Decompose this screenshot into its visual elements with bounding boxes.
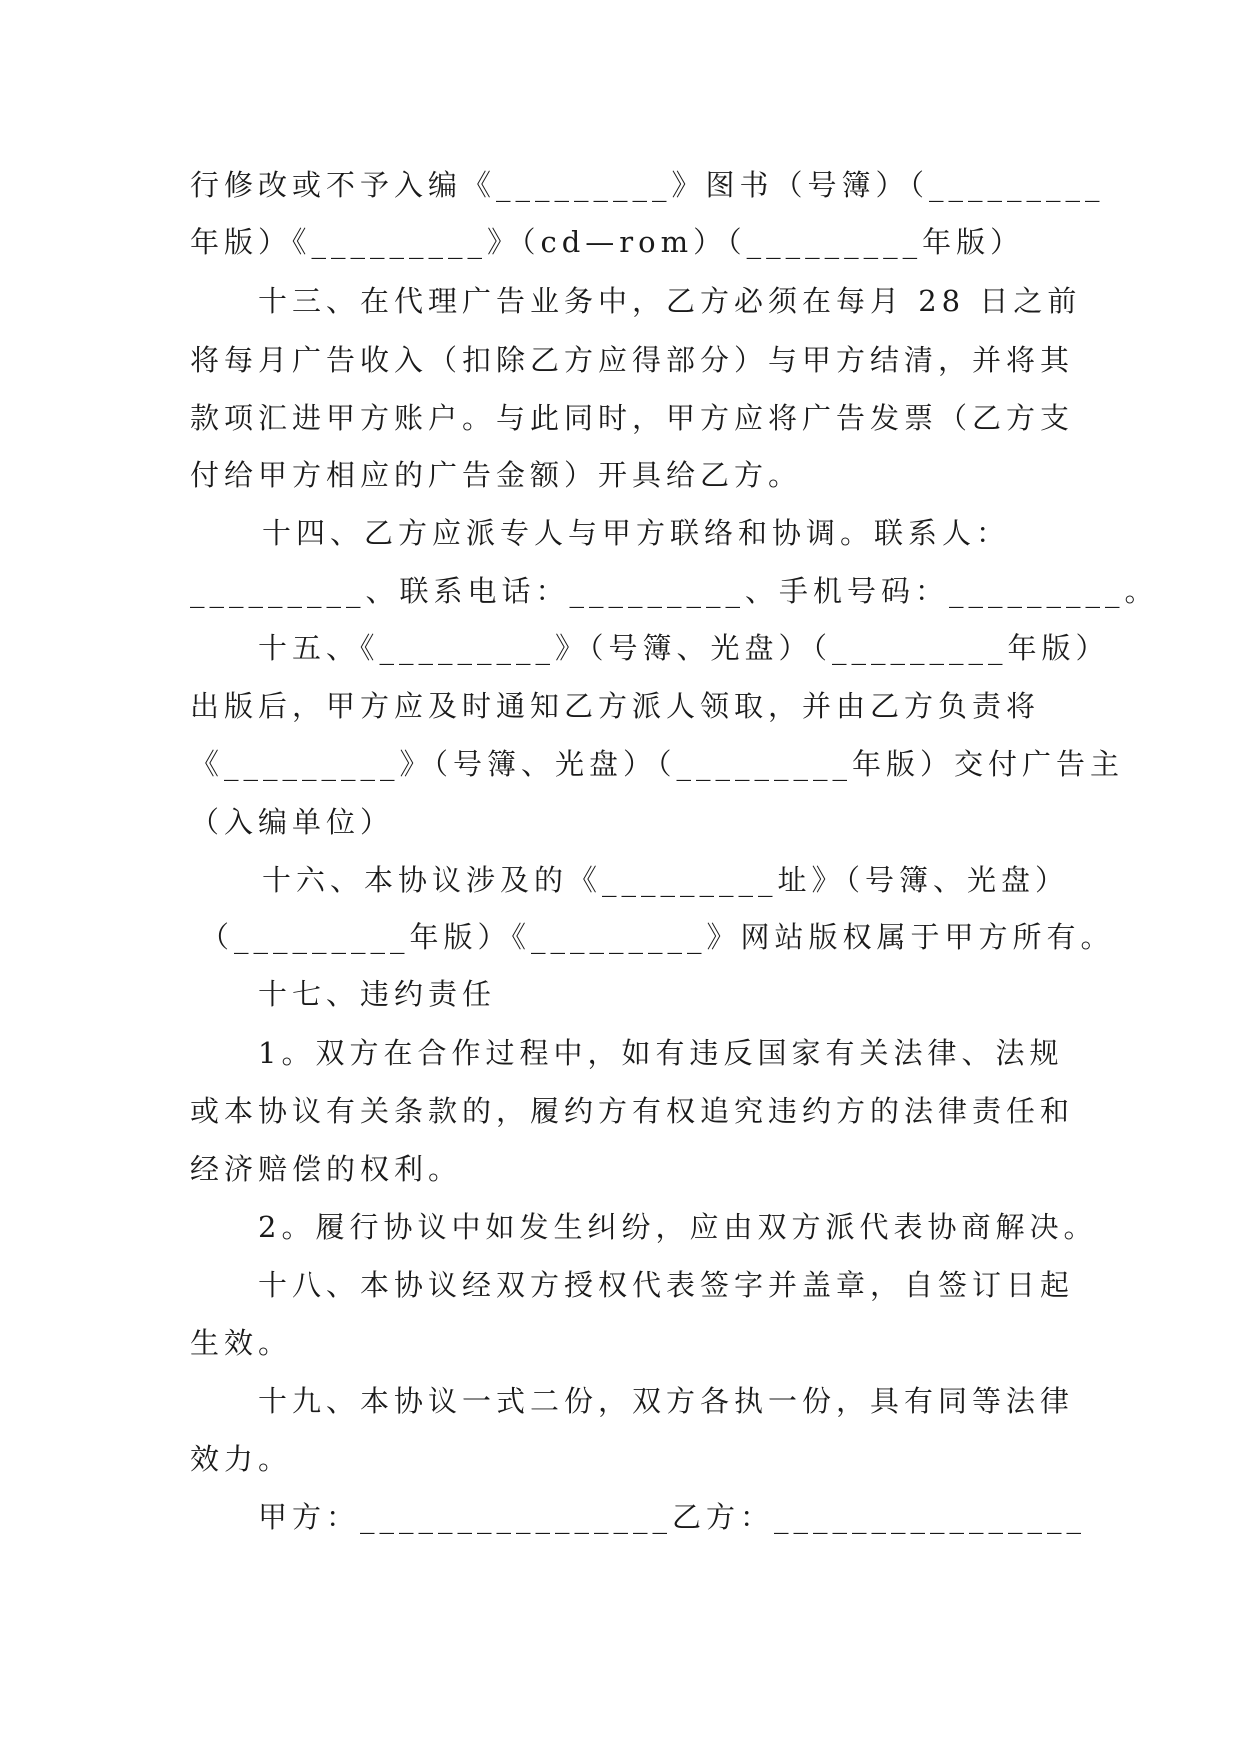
text-line: （_________年版）《_________》网站版权属于甲方所有。 bbox=[200, 920, 1115, 954]
clause-19-heading-line: 十九、本协议一式二份，双方各执一份，具有同等法律 bbox=[258, 1384, 1075, 1418]
text-line: 年版）《_________》（cd—rom）（_________年版） bbox=[190, 225, 1025, 259]
text-line: 效力。 bbox=[190, 1442, 293, 1476]
clause-15-heading-line: 十五、《_________》（号簿、光盘）（_________年版） bbox=[258, 631, 1110, 665]
clause-14-heading-line: 十四、乙方应派专人与甲方联络和协调。联系人： bbox=[262, 516, 1011, 550]
text-line: 经济赔偿的权利。 bbox=[190, 1152, 463, 1186]
text-line: 出版后，甲方应及时通知乙方派人领取，并由乙方负责将 bbox=[190, 689, 1041, 723]
signature-line: 甲方：________________乙方：________________ bbox=[258, 1500, 1087, 1534]
text-line: 将每月广告收入（扣除乙方应得部分）与甲方结清，并将其 bbox=[190, 343, 1075, 377]
text-line: 2。履行协议中如发生纠纷，应由双方派代表协商解决。 bbox=[258, 1210, 1098, 1244]
clause-18-heading-line: 十八、本协议经双方授权代表签字并盖章，自签订日起 bbox=[258, 1268, 1075, 1302]
text-line: 付给甲方相应的广告金额）开具给乙方。 bbox=[190, 458, 803, 492]
text-line: 款项汇进甲方账户。与此同时，甲方应将广告发票（乙方支 bbox=[190, 401, 1075, 435]
text-line: （入编单位） bbox=[190, 805, 395, 839]
text-line: 行修改或不予入编《_________》图书（号簿）（_________ bbox=[190, 168, 1105, 202]
text-line: 生效。 bbox=[190, 1326, 293, 1360]
text-line: 或本协议有关条款的，履约方有权追究违约方的法律责任和 bbox=[190, 1094, 1075, 1128]
clause-13-heading-line: 十三、在代理广告业务中，乙方必须在每月 28 日之前 bbox=[258, 284, 1082, 318]
clause-16-heading-line: 十六、本协议涉及的《_________址》（号簿、光盘） bbox=[262, 863, 1070, 897]
text-line: 《_________》（号簿、光盘）（_________年版）交付广告主 bbox=[190, 747, 1125, 781]
text-line: 1。双方在合作过程中，如有违反国家有关法律、法规 bbox=[258, 1036, 1064, 1070]
clause-17-heading-line: 十七、违约责任 bbox=[258, 977, 497, 1011]
contact-fields-line: _________、联系电话：_________、手机号码：_________。 bbox=[190, 574, 1159, 608]
